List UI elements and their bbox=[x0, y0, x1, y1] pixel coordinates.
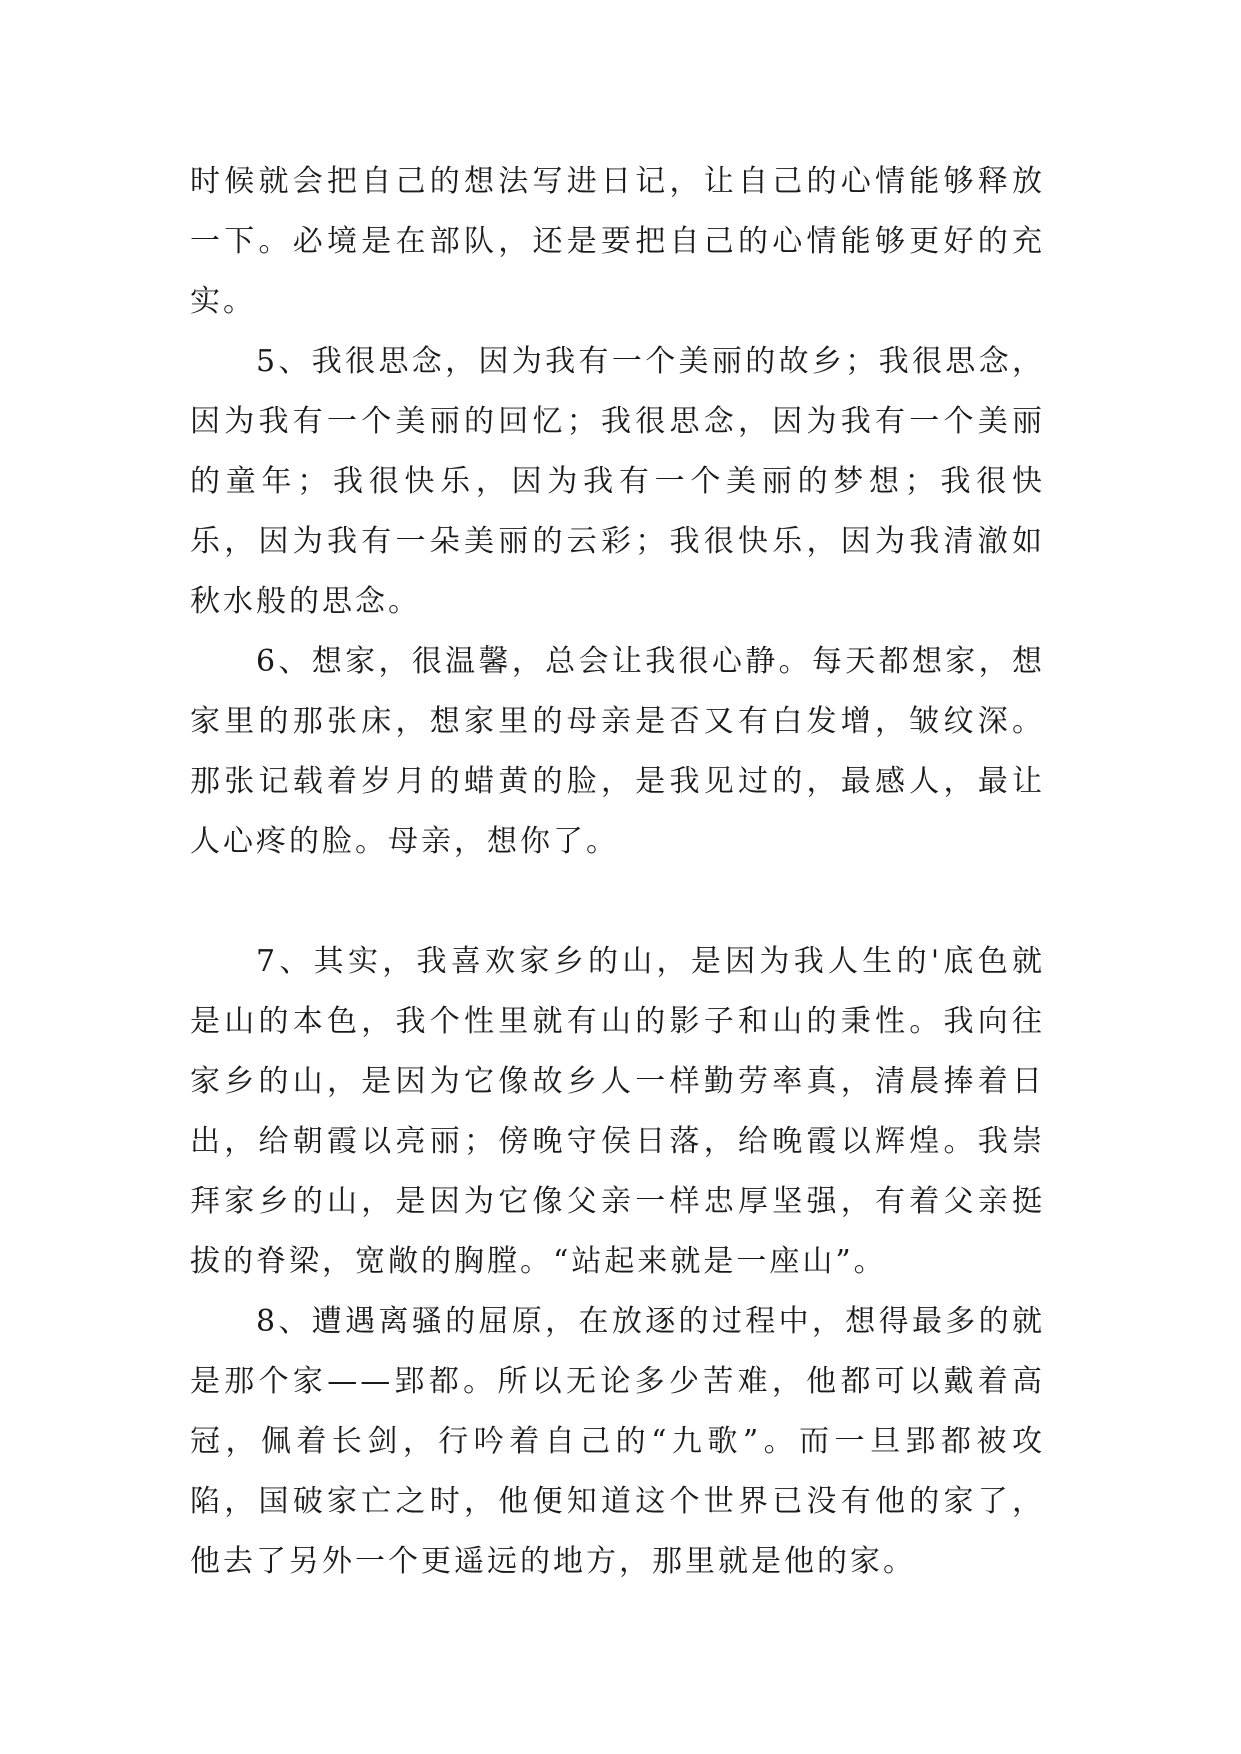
paragraph-8: 8、遭遇离骚的屈原，在放逐的过程中，想得最多的就是那个家——郢都。所以无论多少苦难，他都可以戴着高冠，佩着长剑，行吟着自己的“九歌”。而一旦郢都被攻陷，国破家亡之时，他便知道这个世界已没有他的家了，他去了另外一个更遥远的地方，那里就是他的家。 bbox=[190, 1304, 1045, 1579]
paragraph-7: 7、其实，我喜欢家乡的山，是因为我人生的'底色就是山的本色，我个性里就有山的影子和山的秉性。我向往家乡的山，是因为它像故乡人一样勤劳率真，清晨捧着日出，给朝霞以亮丽；傍晚守侯日落，给晚霞以辉煌。我崇拜家乡的山，是因为它像父亲一样忠厚坚强，有着父亲挺拔的脊梁，宽敞的胸膛。“站起来就是一座山”。 bbox=[190, 944, 1045, 1279]
paragraph-spacer bbox=[190, 872, 1045, 932]
paragraph-6: 6、想家，很温馨，总会让我很心静。每天都想家，想家里的那张床，想家里的母亲是否又有白发增，皱纹深。那张记载着岁月的蜡黄的脸，是我见过的，最感人，最让人心疼的脸。母亲，想你了。 bbox=[190, 644, 1045, 859]
paragraph-5: 5、我很思念，因为我有一个美丽的故乡；我很思念，因为我有一个美丽的回忆；我很思念，因为我有一个美丽的童年；我很快乐，因为我有一个美丽的梦想；我很快乐，因为我有一朵美丽的云彩；我很快乐，因为我清澈如秋水般的思念。 bbox=[190, 344, 1045, 619]
document-body bbox=[190, 152, 1045, 1592]
paragraph-continuation: 时候就会把自己的想法写进日记，让自己的心情能够释放一下。必境是在部队，还是要把自己的心情能够更好的充实。 bbox=[190, 164, 1045, 319]
